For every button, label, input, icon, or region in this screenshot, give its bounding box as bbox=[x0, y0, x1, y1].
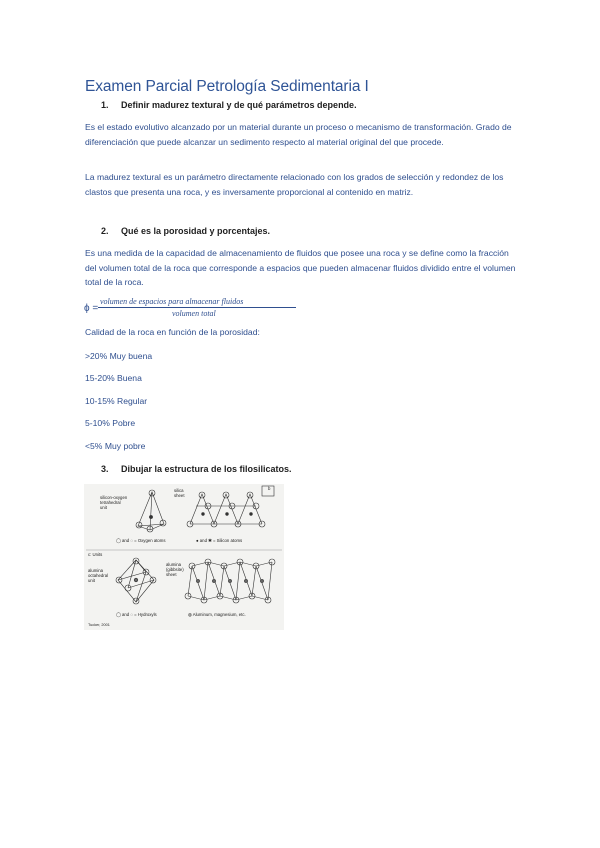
legend-aluminum: ◍ Aluminum, magnesium, etc. bbox=[188, 612, 246, 617]
answer-1-paragraph-1: Es el estado evolutivo alcanzado por un material durante un proceso o mecanismo de transformación. Grado de diferenciación que puede alcanzar un sedimento respecto al material original del que procede. bbox=[85, 122, 512, 147]
label-unit: unit bbox=[88, 578, 95, 583]
quality-level: >20% Muy buena bbox=[85, 351, 153, 361]
label-sheet: sheet bbox=[174, 493, 185, 498]
corner-mark bbox=[262, 486, 274, 496]
formula-symbol: ϕ = bbox=[84, 303, 99, 314]
document-title: Examen Parcial Petrología Sedimentaria I bbox=[85, 78, 369, 95]
figure-credit: Tucker, 2001 bbox=[88, 623, 110, 627]
gibbsite-sheet bbox=[185, 559, 275, 603]
formula-denominator: volumen total bbox=[172, 309, 216, 318]
label-silica: silica bbox=[174, 488, 184, 493]
label-gibbsite: (gibbsite) bbox=[166, 567, 184, 572]
quality-level: 10-15% Regular bbox=[85, 396, 148, 406]
label-alumina: alumina bbox=[88, 568, 104, 573]
label-tetrahedral: tetrahedral bbox=[100, 500, 121, 505]
question-text: Qué es la porosidad y porcentajes. bbox=[121, 226, 271, 236]
phyllosilicate-structure-figure bbox=[84, 484, 284, 630]
porosity-formula bbox=[84, 295, 384, 323]
question-number: 1. bbox=[101, 100, 109, 110]
legend-hydroxyl: ◯ and ◌ = Hydroxyls bbox=[116, 612, 157, 617]
question-3 bbox=[101, 464, 292, 474]
label-unit: unit bbox=[100, 505, 107, 510]
answer-2-paragraph: Es una medida de la capacidad de almacenamiento de fluidos que posee una roca y se define como la fracción del volumen total de la roca que corresponde a espacios que pueden almacenar fluidos dividido entre el volumen total de la roca. bbox=[85, 248, 516, 288]
tetrahedron-unit bbox=[136, 490, 166, 532]
question-number: 3. bbox=[101, 464, 109, 474]
quality-level: 5-10% Pobre bbox=[85, 418, 136, 428]
question-2 bbox=[101, 226, 270, 236]
quality-heading: Calidad de la roca en función de la porosidad: bbox=[85, 327, 260, 337]
question-number: 2. bbox=[101, 226, 109, 236]
octahedron-unit bbox=[116, 558, 156, 604]
label-octahedral: octahedral bbox=[88, 573, 109, 578]
quality-level: <5% Muy pobre bbox=[85, 441, 146, 451]
answer-1-paragraph-2: La madurez textural es un parámetro directamente relacionado con los grados de selección y redondez de los clastos que presenta una roca, y es inversamente proporcional al contenido en matriz. bbox=[85, 172, 504, 197]
label-units: c: Units bbox=[88, 552, 103, 557]
svg-text:b: b bbox=[268, 486, 271, 491]
question-text: Dibujar la estructura de los filosilicatos. bbox=[121, 464, 292, 474]
legend-silicon: ● and ✱ = Silicon atoms bbox=[196, 538, 243, 543]
quality-level: 15-20% Buena bbox=[85, 373, 142, 383]
label-silicon-oxygen: silicon-oxygen bbox=[100, 495, 128, 500]
phyllosilicate-diagram bbox=[84, 484, 284, 630]
question-1 bbox=[101, 100, 357, 110]
question-text: Definir madurez textural y de qué parámetros depende. bbox=[121, 100, 357, 110]
label-sheet: sheet bbox=[166, 572, 177, 577]
fraction-bar bbox=[98, 307, 296, 308]
label-alumina-sheet: alumina bbox=[166, 562, 182, 567]
legend-oxygen: ◯ and ◌ = Oxygen atoms bbox=[116, 538, 166, 543]
formula-numerator: volumen de espacios para almacenar fluidos bbox=[100, 297, 244, 306]
silica-sheet bbox=[187, 492, 265, 527]
